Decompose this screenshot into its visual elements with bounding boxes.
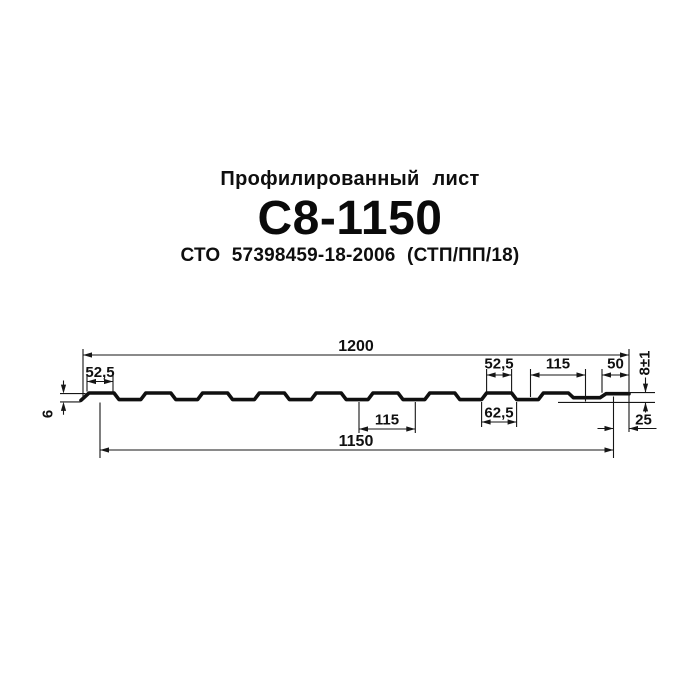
dim-label-end-flat: 50: [607, 355, 624, 373]
dimension-working-width: [100, 403, 614, 459]
dim-label-bottom-pitch: 115: [374, 411, 400, 429]
sheet-type-subtitle: Профилированный лист: [220, 168, 480, 190]
dim-label-edge-height: 6: [39, 409, 57, 419]
sheet-model-title: С8-1150: [257, 192, 443, 245]
dimension-left-rib-top: [85, 364, 114, 392]
dimension-overall-width: [83, 338, 629, 432]
dimension-right-rib-top: [484, 356, 513, 392]
dim-label-overall-width: 1200: [338, 338, 374, 355]
dim-label-left-rib-top: 52,5: [85, 364, 115, 381]
dimension-rib-bottom: [482, 402, 517, 427]
standard-reference: СТО 57398459-18-2006 (СТП/ПП/18): [180, 245, 520, 267]
profile-outline: [81, 393, 629, 400]
dim-label-profile-height: 8±1: [636, 350, 654, 376]
dim-label-right-rib-top: 52,5: [484, 355, 514, 373]
dim-label-overlap: 25: [635, 411, 652, 429]
dim-label-working-width: 1150: [338, 433, 374, 450]
dimension-bottom-pitch: [359, 402, 415, 433]
dim-label-top-pitch: 115: [545, 355, 571, 373]
dim-label-rib-bottom: 62,5: [484, 404, 514, 422]
dimension-end-flat: [602, 356, 629, 393]
dimension-edge-height: [40, 381, 86, 419]
